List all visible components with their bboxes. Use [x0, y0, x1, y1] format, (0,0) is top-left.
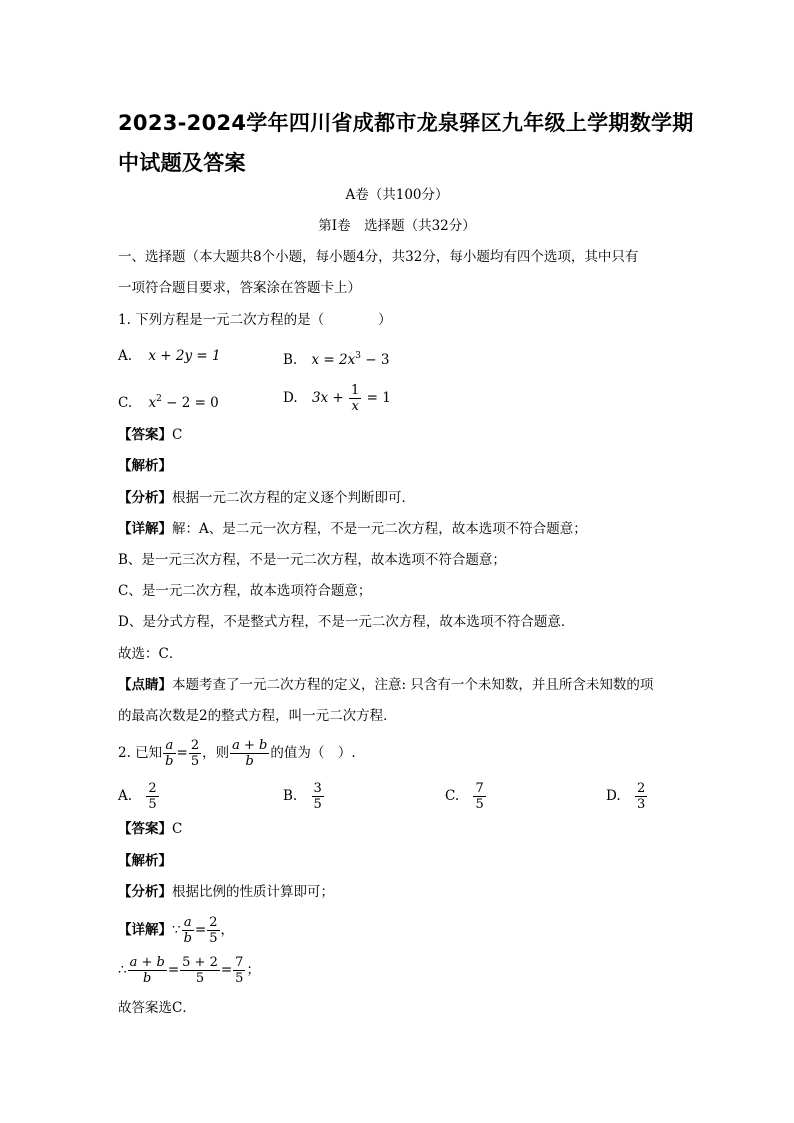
q1-xiangjie: 【详解】解：A、是二元一次方程，不是一元二次方程，故本选项不符合题意； [118, 521, 587, 537]
q1-option-a-label: A. [118, 348, 133, 364]
q1-option-d [283, 378, 391, 418]
q1-detail-c: C、是一元二次方程，故本选项符合题意； [118, 583, 372, 599]
q2-option-b: B. $\frac{3}{5}$ [283, 781, 322, 812]
q1-option-b-label: B. [283, 352, 298, 368]
q1-option-d-label: D. [283, 390, 298, 406]
q1-option-b-expr: $x = 2x^3 - 3$ [311, 351, 390, 368]
q1-dianjing-line2: 的最高次数是2的整式方程，叫一元二次方程． [118, 708, 397, 724]
q2-answer: 【答案】C [118, 821, 183, 837]
q2-stem: 2. 已知 $\frac{a}{b}$ = $\frac{2}{5}$ ，则 $\frac{a + b}{b}$ 的值为（ ）. [118, 738, 356, 769]
document-title: 2023-2024学年四川省成都市龙泉驿区九年级上学期数学期中试题及答案 [118, 111, 694, 175]
q1-option-c [118, 389, 219, 413]
q1-dianjing-line1: 【点睛】本题考查了一元二次方程的定义，注意: 只含有一个未知数，并且所含未知数的项 [118, 677, 654, 693]
q2-choice: 故答案选C． [118, 1000, 196, 1016]
q1-fenxi: 【分析】根据一元二次方程的定义逐个判断即可． [118, 490, 415, 506]
q2-option-a: A. $\frac{2}{5}$ [118, 781, 157, 812]
q1-option-c-label: C. [118, 395, 133, 411]
q1-option-b [283, 346, 389, 370]
q1-option-c-expr: $x^2 - 2 = 0$ [148, 394, 219, 411]
q1-stem: 1. 下列方程是一元二次方程的是（ ） [118, 312, 392, 328]
q1-detail-b: B、是一元三次方程，不是一元二次方程，故本选项不符合题意； [118, 552, 506, 568]
q2-option-c: C. $\frac{7}{5}$ [445, 781, 484, 812]
part1-heading: 第Ⅰ卷 选择题（共32分） [318, 218, 476, 234]
q1-option-a [118, 346, 221, 366]
q1-option-d-expr: 3x + $\frac{1}{x}$ = 1 [311, 383, 391, 414]
q1-analysis-heading: 【解析】 [118, 458, 172, 474]
section1-instructions-line2: 一项符合题目要求，答案涂在答题卡上） [118, 280, 361, 296]
q1-option-a-expr: x + 2y = 1 [148, 348, 221, 364]
q2-analysis-heading: 【解析】 [118, 853, 172, 869]
q2-xiangjie: 【详解】∵ $\frac{a}{b}$ = $\frac{2}{5}$ ， [118, 915, 235, 946]
q1-detail-d: D、是分式方程，不是整式方程，不是一元二次方程，故本选项不符合题意． [118, 614, 575, 630]
q1-choice: 故选：C． [118, 646, 183, 662]
q2-option-d: D. $\frac{2}{3}$ [606, 781, 646, 812]
section1-instructions-line1: 一、选择题（本大题共8个小题，每小题4分，共32分，每小题均有四个选项，其中只有 [118, 249, 639, 265]
q2-therefore: ∴ $\frac{a + b}{b}$ = $\frac{5 + 2}{5}$ = $\frac{7}{5}$ ； [118, 955, 260, 986]
q1-answer: 【答案】C [118, 427, 183, 443]
q2-fenxi: 【分析】根据比例的性质计算即可； [118, 884, 334, 900]
volume-a-heading: A卷（共100分） [345, 187, 449, 203]
